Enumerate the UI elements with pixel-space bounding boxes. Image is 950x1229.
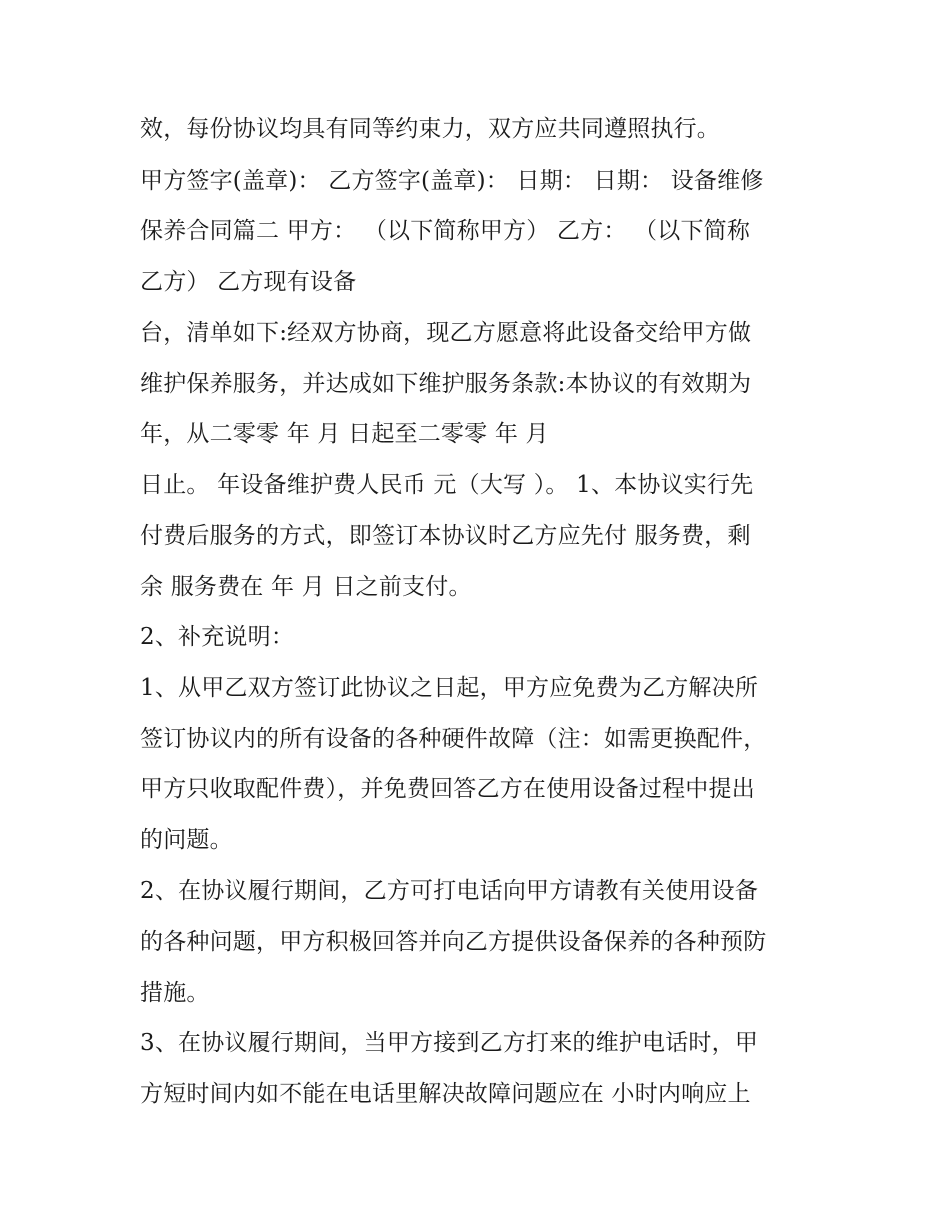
- text-line: 台，清单如下:经双方协商，现乙方愿意将此设备交给甲方做: [140, 320, 752, 346]
- text-line: 签订协议内的所有设备的各种硬件故障（注：如需更换配件，: [140, 726, 767, 752]
- text-line: 维护保养服务，并达成如下维护服务条款:本协议的有效期为: [140, 371, 752, 397]
- text-line: 年，从二零零 年 月 日起至二零零 年 月: [140, 421, 549, 447]
- text-line: 1、从甲乙双方签订此协议之日起，甲方应免费为乙方解决所: [140, 675, 759, 701]
- text-line: 保养合同篇二 甲方： （以下简称甲方） 乙方： （以下简称: [140, 218, 751, 244]
- text-line: 甲方只收取配件费），并免费回答乙方在使用设备过程中提出: [140, 776, 755, 802]
- text-line: 3、在协议履行期间，当甲方接到乙方打来的维护电话时，甲: [140, 1030, 759, 1056]
- text-line: 2、在协议履行期间，乙方可打电话向甲方请教有关使用设备: [140, 878, 759, 904]
- text-line: 效，每份协议均具有同等约束力，双方应共同遵照执行。: [140, 116, 720, 142]
- text-line: 措施。: [140, 980, 210, 1006]
- text-line: 2、补充说明：: [140, 624, 295, 650]
- text-line: 乙方） 乙方现有设备: [140, 269, 357, 295]
- text-line: 日止。 年设备维护费人民币 元（大写 ）。 1、本协议实行先: [140, 472, 754, 498]
- text-line: 的各种问题，甲方积极回答并向乙方提供设备保养的各种预防: [140, 929, 767, 955]
- text-line: 方短时间内如不能在电话里解决故障问题应在 小时内响应上: [140, 1081, 751, 1107]
- text-line: 付费后服务的方式，即签订本协议时乙方应先付 服务费，剩: [140, 523, 751, 549]
- text-line: 甲方签字(盖章)： 乙方签字(盖章)： 日期： 日期： 设备维修: [140, 168, 764, 194]
- text-line: 余 服务费在 年 月 日之前支付。: [140, 574, 472, 600]
- text-line: 的问题。: [140, 827, 233, 853]
